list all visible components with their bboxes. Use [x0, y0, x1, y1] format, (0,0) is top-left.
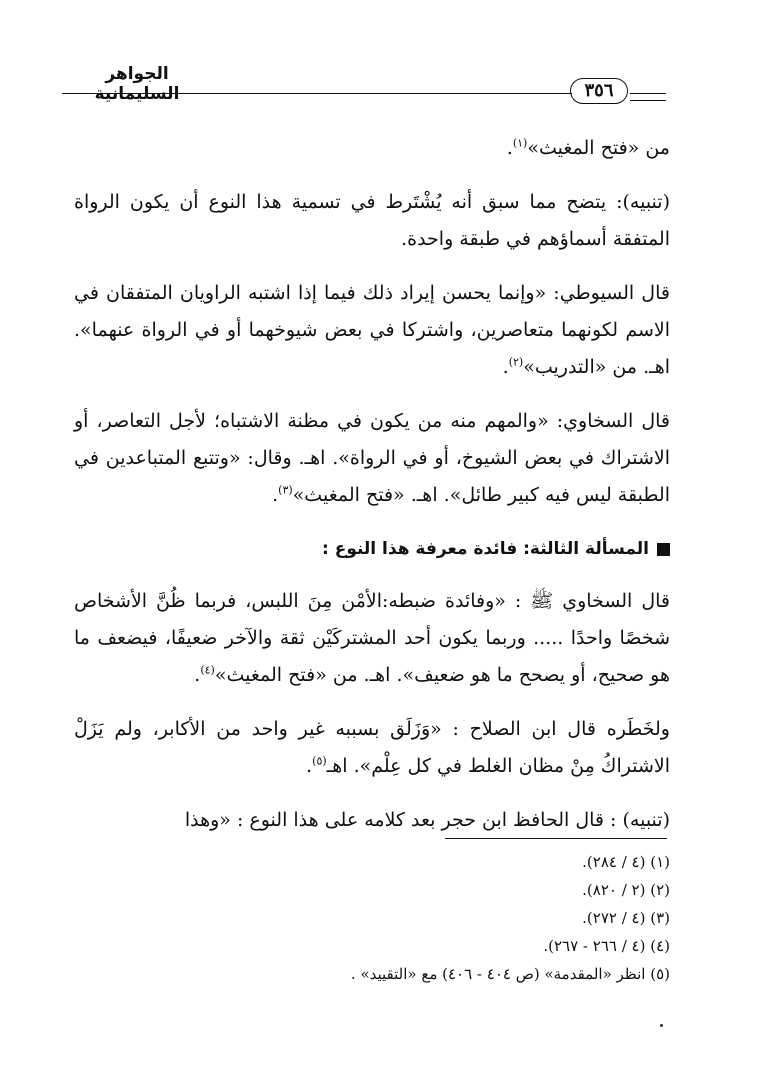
paragraph-2-text: (تنبيه): يتضح مما سبق أنه يُشْتَرط في تسمية هذا النوع أن يكون الرواة المتفقة أسماؤهم في طبقة واحدة. [74, 191, 670, 250]
footnote-4: (٤) (٤ / ٢٦٦ - ٢٦٧). [543, 937, 670, 955]
footnote-1: (١) (٤ / ٢٨٤). [582, 853, 670, 871]
footnotes [200, 848, 670, 988]
paragraph-7-text: (تنبيه) : قال الحافظ ابن حجر بعد كلامه على هذا النوع : «وهذا [184, 809, 670, 831]
paragraph-4-end: . [272, 484, 279, 506]
paragraph-1 [74, 130, 670, 167]
footnote-2: (٢) (٢ / ٨٢٠). [582, 881, 670, 899]
paragraph-6 [74, 711, 670, 785]
paragraph-2 [74, 184, 670, 258]
paragraph-5-end: . [194, 664, 201, 686]
paragraph-4-text: قال السخاوي: «والمهم منه من يكون في مظنة الاشتباه؛ لأجل التعاصر، أو الاشتراك في بعض الشيوخ، أو في الرواة». اهـ. وقال: «وتتبع المتباعدين في الطبقة ليس فيه كبير طائل». اهـ. «فتح المغيث» [74, 410, 670, 506]
square-bullet-icon [657, 543, 670, 556]
footnote-ref-1: (١) [512, 136, 528, 150]
paragraph-1-text: من «فتح المغيث» [527, 137, 670, 159]
header-rule-right-bottom [630, 100, 666, 101]
running-header-title: الجواهر السليمانية [94, 64, 180, 104]
header-rule-right-top [630, 93, 666, 94]
paragraph-5-text: قال السخاوي ﷺ : «وفائدة ضبطه:الأمْن مِنَ اللبس، فربما ظُنَّ الأشخاص شخصًا واحدًا ..... وربما يكون أحد المشتركَيْن ثقة والآخر ضعيفًا، فيضعف ما هو صحيح، أو يصحح ما هو ضعيف». اهـ. من «فتح المغيث» [74, 590, 670, 686]
header-rule [62, 93, 572, 94]
main-text [74, 130, 670, 856]
paragraph-3 [74, 275, 670, 386]
paragraph-3-text: قال السيوطي: «وإنما يحسن إيراد ذلك فيما إذا اشتبه الراويان المتفقان في الاسم لكونهما متعاصرين، واشتركا في بعض شيوخهما أو في الرواة عنهما». اهـ. من «التدريب» [74, 282, 670, 378]
paragraph-5 [74, 583, 670, 694]
paragraph-6-end: . [306, 755, 313, 777]
footnote-3: (٣) (٤ / ٢٧٢). [582, 909, 670, 927]
footnote-ref-3: (٣) [278, 483, 293, 497]
scan-speck [660, 1024, 663, 1027]
paragraph-7 [74, 802, 670, 839]
footnote-ref-5: (٥) [312, 754, 327, 768]
footnote-separator [445, 838, 667, 839]
paragraph-1-end: . [506, 137, 513, 159]
paragraph-3-end: . [502, 356, 509, 378]
paragraph-6-text: ولخَطَره قال ابن الصلاح : «وَزَلَق بسببه غير واحد من الأكابر، ولم يَزَلْ الاشتراكُ مِنْ مظان الغلط في كل عِلْم». اهـ [74, 718, 670, 777]
footnote-ref-4: (٤) [200, 663, 215, 677]
page-number: ٣٥٦ [570, 78, 628, 104]
footnote-5: (٥) انظر «المقدمة» (ص ٤٠٤ - ٤٠٦) مع «التقييد» . [350, 965, 670, 983]
section-heading-text: المسألة الثالثة: فائدة معرفة هذا النوع : [321, 539, 649, 559]
paragraph-4 [74, 403, 670, 514]
section-heading [74, 531, 670, 568]
footnote-ref-2: (٢) [508, 355, 524, 369]
